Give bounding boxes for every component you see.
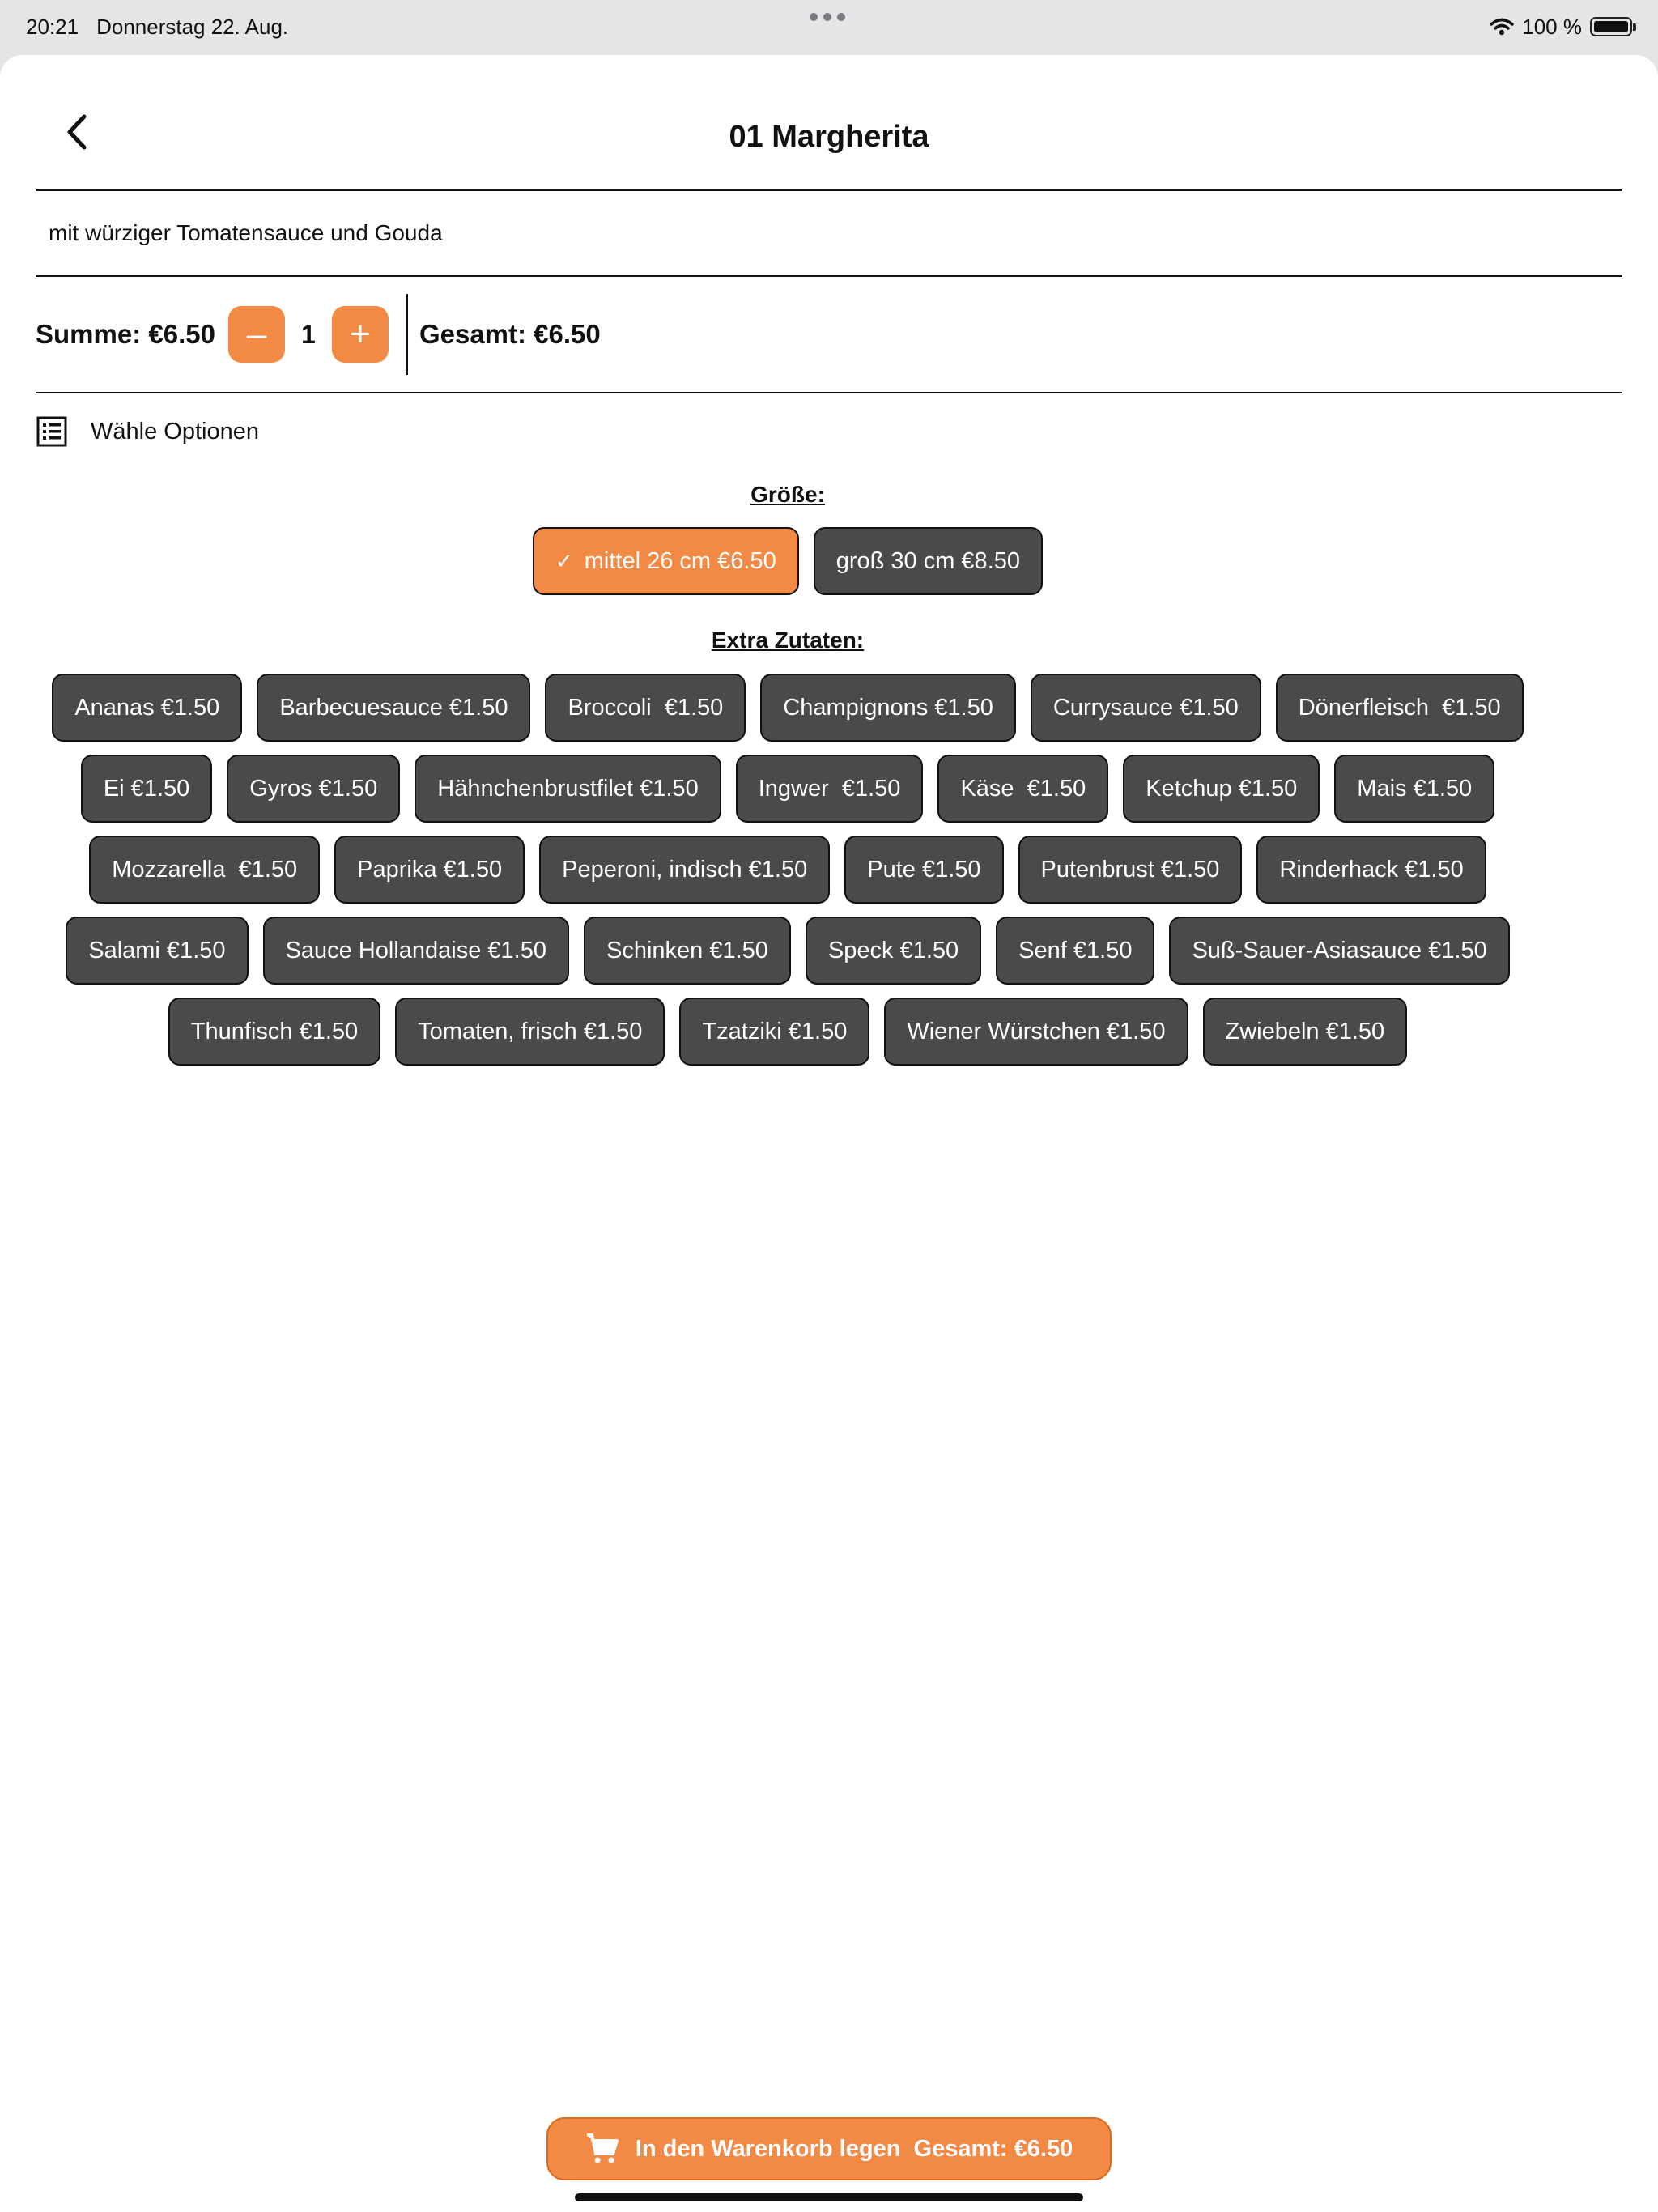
status-time: 20:21 xyxy=(26,14,79,39)
size-option-label: mittel 26 cm €6.50 xyxy=(584,547,776,574)
extra-ingredient-chip[interactable]: Mozzarella €1.50 xyxy=(89,836,320,904)
divider xyxy=(406,294,408,375)
extra-ingredient-chip[interactable]: Dönerfleisch €1.50 xyxy=(1276,674,1524,742)
battery-icon xyxy=(1590,17,1632,36)
increase-quantity-button[interactable]: + xyxy=(332,306,389,363)
product-description: mit würziger Tomatensauce und Gouda xyxy=(36,191,1622,277)
decrease-quantity-button[interactable]: – xyxy=(228,306,285,363)
options-label: Wähle Optionen xyxy=(91,418,259,445)
extras-row xyxy=(0,836,1575,904)
sum-label: Summe: €6.50 xyxy=(36,319,215,349)
extra-ingredient-chip[interactable]: Gyros €1.50 xyxy=(227,755,400,823)
extra-ingredient-chip[interactable]: Wiener Würstchen €1.50 xyxy=(884,998,1188,1066)
extra-ingredient-chip[interactable]: Barbecuesauce €1.50 xyxy=(257,674,530,742)
size-option-label: groß 30 cm €8.50 xyxy=(835,547,1021,574)
status-date: Donnerstag 22. Aug. xyxy=(96,14,289,39)
product-sheet xyxy=(0,55,1658,2212)
extra-ingredient-chip[interactable]: Currysauce €1.50 xyxy=(1031,674,1261,742)
status-bar xyxy=(0,0,1658,53)
extras-row xyxy=(0,755,1575,823)
options-header xyxy=(36,415,259,448)
extras-row xyxy=(0,917,1575,985)
extra-ingredient-chip[interactable]: Zwiebeln €1.50 xyxy=(1203,998,1408,1066)
extra-ingredient-chip[interactable]: Salami €1.50 xyxy=(66,917,248,985)
extras-title: Extra Zutaten: xyxy=(711,627,865,653)
extra-ingredient-chip[interactable]: Peperoni, indisch €1.50 xyxy=(539,836,830,904)
extra-ingredient-chip[interactable]: Schinken €1.50 xyxy=(584,917,791,985)
extra-ingredient-chip[interactable]: Mais €1.50 xyxy=(1334,755,1494,823)
extra-ingredient-chip[interactable]: Broccoli €1.50 xyxy=(545,674,746,742)
extras-row xyxy=(0,998,1575,1066)
size-option-chip[interactable] xyxy=(814,527,1043,595)
list-icon xyxy=(36,415,68,448)
extra-ingredient-chip[interactable]: Senf €1.50 xyxy=(996,917,1154,985)
extra-ingredient-chip[interactable]: Speck €1.50 xyxy=(806,917,981,985)
extra-ingredient-chip[interactable]: Ingwer €1.50 xyxy=(736,755,924,823)
extra-ingredient-chip[interactable]: Ketchup €1.50 xyxy=(1123,755,1320,823)
wifi-icon xyxy=(1490,17,1514,36)
extra-ingredient-chip[interactable]: Paprika €1.50 xyxy=(334,836,525,904)
checkmark-icon: ✓ xyxy=(555,548,573,573)
extra-ingredient-chip[interactable]: Suß-Sauer-Asiasauce €1.50 xyxy=(1169,917,1509,985)
extra-ingredient-chip[interactable]: Sauce Hollandaise €1.50 xyxy=(263,917,569,985)
extra-ingredient-chip[interactable]: Pute €1.50 xyxy=(844,836,1003,904)
extra-ingredient-chip[interactable]: Tzatziki €1.50 xyxy=(679,998,869,1066)
extra-ingredient-chip[interactable]: Hähnchenbrustfilet €1.50 xyxy=(414,755,721,823)
extras-row xyxy=(0,674,1575,742)
quantity-row xyxy=(36,277,1622,393)
size-title: Größe: xyxy=(750,482,825,507)
extra-ingredient-chip[interactable]: Thunfisch €1.50 xyxy=(168,998,380,1066)
extra-ingredient-chip[interactable]: Ananas €1.50 xyxy=(52,674,242,742)
add-to-cart-label: In den Warenkorb legen Gesamt: €6.50 xyxy=(635,2135,1073,2162)
home-indicator xyxy=(575,2193,1083,2201)
extra-ingredient-chip[interactable]: Käse €1.50 xyxy=(937,755,1108,823)
total-label: Gesamt: €6.50 xyxy=(419,319,601,349)
extra-ingredient-chip[interactable]: Champignons €1.50 xyxy=(760,674,1016,742)
extra-ingredient-chip[interactable]: Ei €1.50 xyxy=(81,755,212,823)
quantity-value: 1 xyxy=(301,319,316,349)
header xyxy=(36,55,1622,191)
battery-percent: 100 % xyxy=(1522,14,1582,39)
multitasking-dots-icon[interactable] xyxy=(810,13,845,21)
size-options xyxy=(0,527,1575,595)
extra-ingredient-chip[interactable]: Tomaten, frisch €1.50 xyxy=(395,998,665,1066)
extra-ingredient-chip[interactable]: Putenbrust €1.50 xyxy=(1018,836,1243,904)
page-title: 01 Margherita xyxy=(729,120,929,154)
cart-icon xyxy=(585,2133,619,2165)
extra-ingredient-chip[interactable]: Rinderhack €1.50 xyxy=(1256,836,1486,904)
size-option-chip[interactable] xyxy=(533,527,799,595)
add-to-cart-button[interactable] xyxy=(546,2117,1112,2180)
